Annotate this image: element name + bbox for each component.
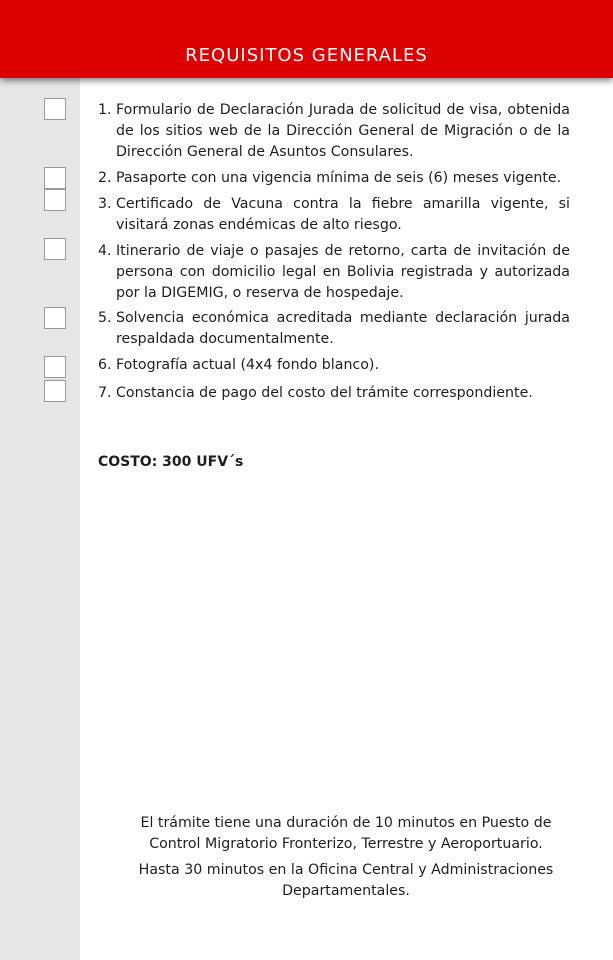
cost-label: COSTO: 300 UFV´s xyxy=(98,454,244,470)
checkbox-requirement-7[interactable] xyxy=(44,380,66,402)
requirement-number: 3. xyxy=(98,196,112,212)
requirement-text: Pasaporte con una vigencia mínima de seis (6) meses vigente. xyxy=(116,170,562,186)
requirement-text: Formulario de Declaración Jurada de solicitud de visa, obtenida de los sitios web de la Dirección General de Migración o de la Dirección General de Asuntos Consulares. xyxy=(116,102,570,160)
checkbox-requirement-5[interactable] xyxy=(44,307,66,329)
requirement-item-6 xyxy=(98,355,570,376)
requirement-text: Fotografía actual (4x4 fondo blanco). xyxy=(116,357,379,373)
footer-duration-note: El trámite tiene una duración de 10 minutos en Puesto de Control Migratorio Fronterizo, Terrestre y Aeroportuario. xyxy=(140,815,552,852)
checkbox-requirement-6[interactable] xyxy=(44,356,66,378)
checkbox-requirement-3[interactable] xyxy=(44,189,66,211)
checklist-sidebar xyxy=(0,78,80,960)
requirement-item-7 xyxy=(98,383,570,404)
requirement-item-3 xyxy=(98,194,570,236)
requirement-number: 1. xyxy=(98,102,112,118)
checkbox-requirement-4[interactable] xyxy=(44,238,66,260)
checkbox-requirement-1[interactable] xyxy=(44,98,66,120)
requirement-text: Constancia de pago del costo del trámite correspondiente. xyxy=(116,385,533,401)
requirement-number: 5. xyxy=(98,310,112,326)
header-banner xyxy=(0,0,613,78)
requirement-item-1 xyxy=(98,100,570,163)
requirement-number: 4. xyxy=(98,243,112,259)
requirement-item-5 xyxy=(98,308,570,350)
requirement-number: 6. xyxy=(98,357,112,373)
requirement-text: Solvencia económica acreditada mediante declaración jurada respaldada documentalmente. xyxy=(116,310,570,347)
footer-office-note: Hasta 30 minutos en la Oficina Central y Administraciones Departamentales. xyxy=(138,862,554,899)
requirement-number: 2. xyxy=(98,170,112,186)
page-title: REQUISITOS GENERALES xyxy=(185,45,428,66)
requirement-item-2 xyxy=(98,168,570,189)
checkbox-requirement-2[interactable] xyxy=(44,167,66,189)
requirement-number: 7. xyxy=(98,385,112,401)
requirement-text: Certificado de Vacuna contra la fiebre amarilla vigente, si visitará zonas endémicas de alto riesgo. xyxy=(116,196,570,233)
requirement-item-4 xyxy=(98,241,570,304)
requirement-text: Itinerario de viaje o pasajes de retorno, carta de invitación de persona con domicilio legal en Bolivia registrada y autorizada por la DIGEMIG, o reserva de hospedaje. xyxy=(116,243,570,301)
